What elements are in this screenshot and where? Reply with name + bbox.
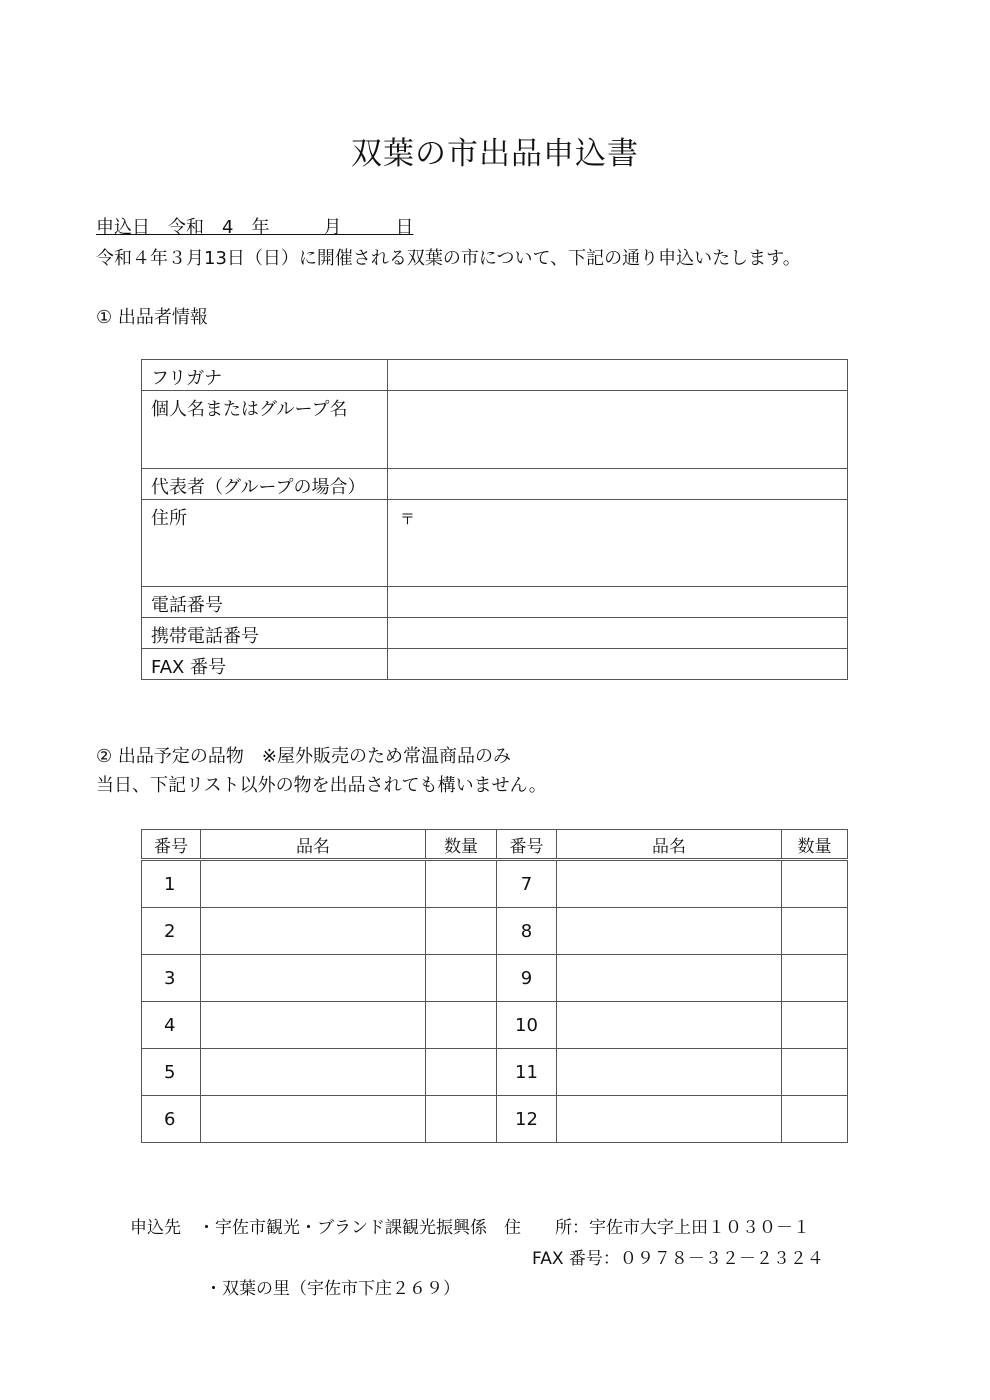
item-name-cell[interactable] [201,955,426,1002]
section2-subtext: 当日、下記リスト以外の物を出品されても構いません。 [96,775,547,796]
qty-cell[interactable] [782,955,848,1002]
item-name-cell[interactable] [557,955,782,1002]
table-row [142,1049,848,1096]
item-name-cell[interactable] [557,1049,782,1096]
qty-cell[interactable] [426,955,497,1002]
row-number: 10 [497,1002,557,1049]
table-row [142,908,848,955]
table-row [142,1096,848,1143]
application-date-line: 申込日 令和 4 年 月 日 [96,217,414,238]
row-number: 1 [142,860,201,908]
row-number: 2 [142,908,201,955]
row-number: 12 [497,1096,557,1143]
label-phone: 電話番号 [142,587,388,618]
header-item-right: 品名 [557,830,782,860]
row-number: 8 [497,908,557,955]
item-name-cell[interactable] [201,1002,426,1049]
field-fax[interactable] [388,649,848,680]
header-number-right: 番号 [497,830,557,860]
qty-cell[interactable] [782,860,848,908]
field-mobile[interactable] [388,618,848,649]
section2-heading-line [96,742,511,768]
row-number: 5 [142,1049,201,1096]
row-number: 9 [497,955,557,1002]
qty-cell[interactable] [782,1096,848,1143]
field-name[interactable] [388,391,848,469]
table-row [142,955,848,1002]
items-table [141,829,848,1143]
field-representative[interactable] [388,469,848,500]
row-number: 7 [497,860,557,908]
footer-line-3: ・双葉の里（宇佐市下庄２６９） [205,1279,460,1299]
page-title: 双葉の市出品申込書 [351,136,639,172]
field-phone[interactable] [388,587,848,618]
qty-cell[interactable] [782,908,848,955]
label-name: 個人名またはグループ名 [142,391,388,469]
row-number: 4 [142,1002,201,1049]
table-row [142,1002,848,1049]
item-name-cell[interactable] [201,1049,426,1096]
item-name-cell[interactable] [201,860,426,908]
qty-cell[interactable] [426,1049,497,1096]
qty-cell[interactable] [782,1002,848,1049]
item-name-cell[interactable] [557,1002,782,1049]
exhibitor-info-table [141,359,848,680]
header-qty-left: 数量 [426,830,497,860]
qty-cell[interactable] [426,908,497,955]
label-fax: FAX 番号 [142,649,388,680]
item-name-cell[interactable] [557,908,782,955]
header-qty-right: 数量 [782,830,848,860]
item-name-cell[interactable] [557,860,782,908]
label-mobile: 携帯電話番号 [142,618,388,649]
item-name-cell[interactable] [201,908,426,955]
section2-heading: ② 出品予定の品物 [96,746,244,767]
row-number: 3 [142,955,201,1002]
field-furigana[interactable] [388,360,848,391]
header-item-left: 品名 [201,830,426,860]
qty-cell[interactable] [782,1049,848,1096]
item-name-cell[interactable] [201,1096,426,1143]
label-representative: 代表者（グループの場合） [142,469,388,500]
footer-line-1: 申込先 ・宇佐市観光・ブランド課観光振興係 住 所：宇佐市大字上田１０３０－１ [130,1218,810,1238]
table-row [142,860,848,908]
label-address: 住所 [142,500,388,587]
section1-heading: ① 出品者情報 [96,307,208,328]
row-number: 11 [497,1049,557,1096]
row-number: 6 [142,1096,201,1143]
qty-cell[interactable] [426,860,497,908]
qty-cell[interactable] [426,1096,497,1143]
item-name-cell[interactable] [557,1096,782,1143]
field-address[interactable]: 〒 [388,500,848,587]
qty-cell[interactable] [426,1002,497,1049]
section2-note: ※屋外販売のため常温商品のみ [261,746,511,767]
intro-text: 令和４年３月13日（日）に開催される双葉の市について、下記の通り申込いたします。 [96,248,801,269]
footer-line-2: FAX 番号：０９７８－３２－２３２４ [532,1249,824,1269]
header-number-left: 番号 [142,830,201,860]
label-furigana: フリガナ [142,360,388,391]
